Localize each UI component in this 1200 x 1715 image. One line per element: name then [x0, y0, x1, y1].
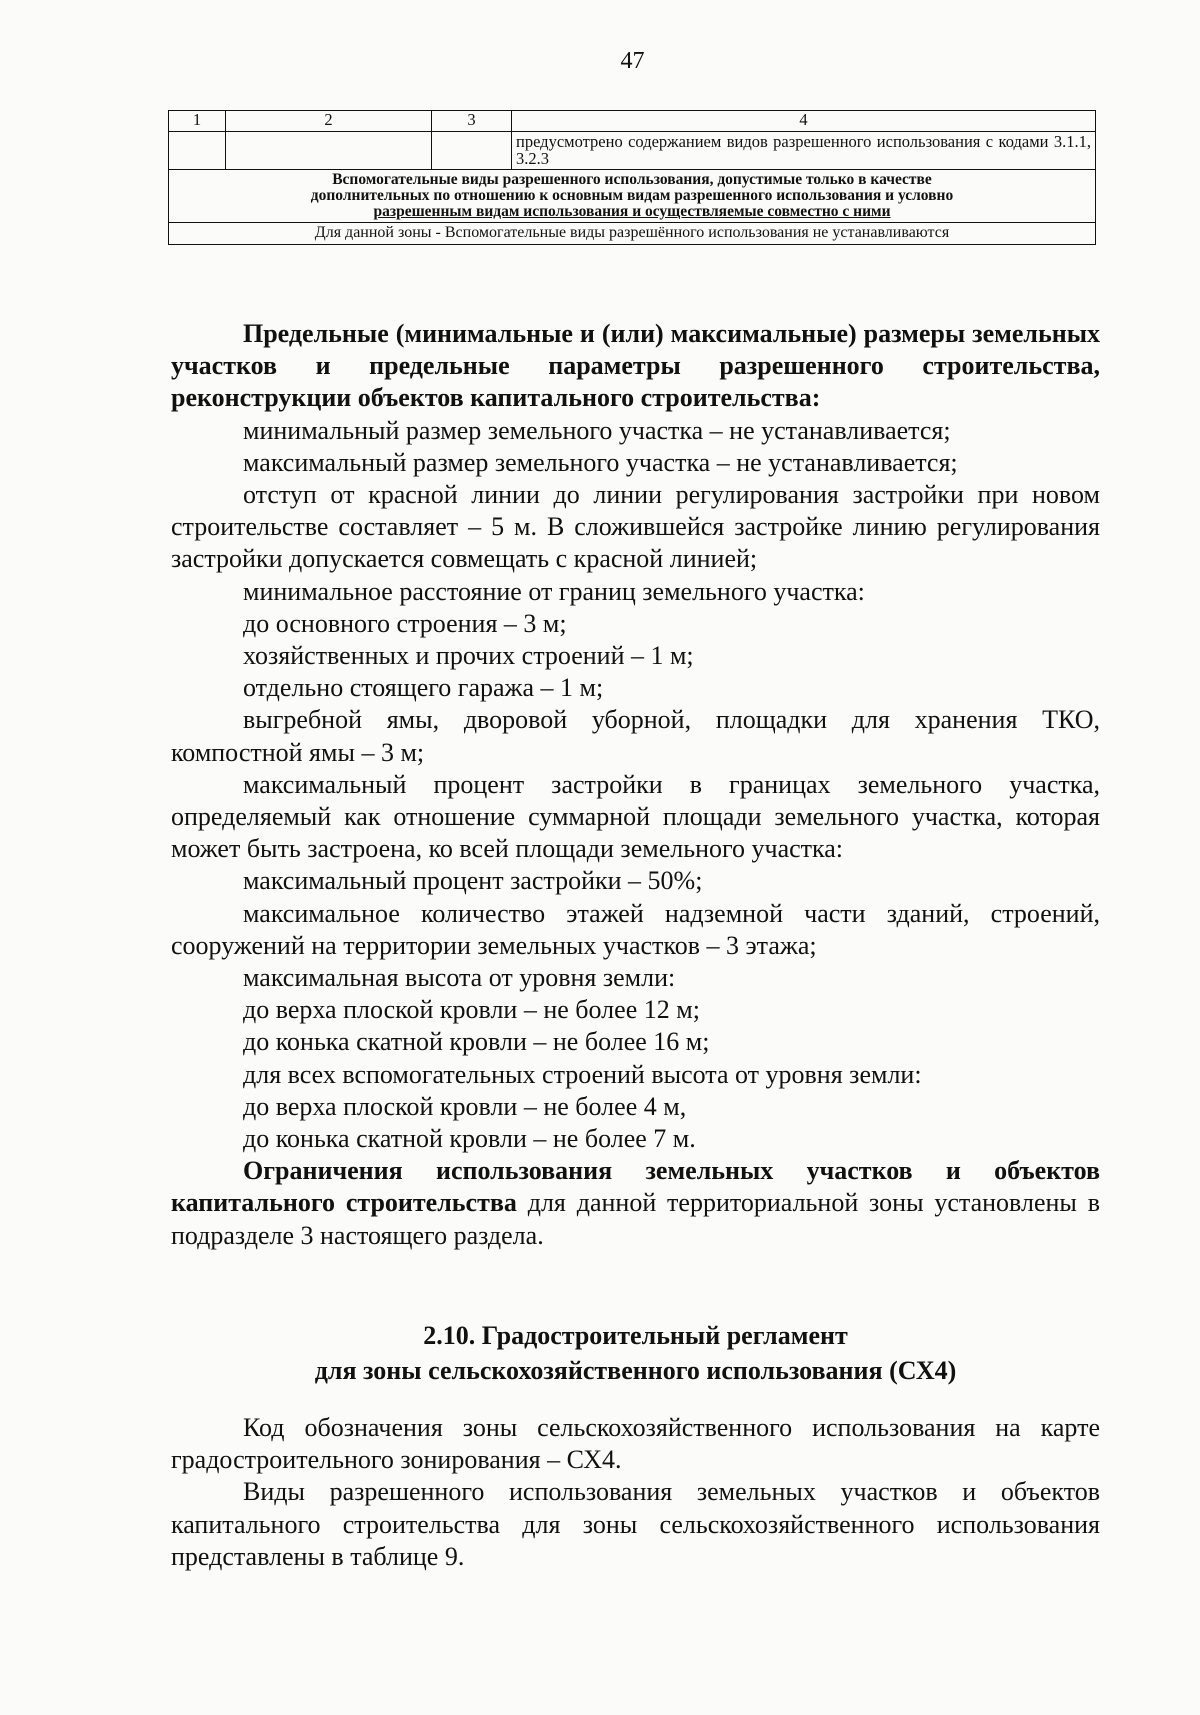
table-row [169, 132, 1096, 170]
table-cell [432, 132, 512, 170]
limits-section [171, 318, 1100, 1252]
table-header-row [169, 111, 1096, 132]
limit-item: для всех вспомогательных строений высота от уровня земли: [243, 1059, 922, 1089]
limit-item: до конька скатной кровли – не более 16 м; [243, 1027, 710, 1057]
aux-heading-line: разрешенным видам использования и осуществляемые совместно с ними [373, 203, 891, 221]
page-number: 47 [620, 48, 645, 74]
section-title-line: для зоны сельскохозяйственного использования (СХ4) [314, 1356, 957, 1385]
table-section-row [169, 169, 1096, 223]
table-col-number: 2 [226, 111, 432, 132]
aux-heading-line: Вспомогательные виды разрешенного использования, допустимые только в качестве [332, 170, 932, 188]
table-col-number: 1 [169, 111, 226, 132]
table-col-number: 3 [432, 111, 512, 132]
limit-item: отступ от красной линии до линии регулирования застройки при новом строительстве составляет – 5 м. В сложившейся застройке линию регулирования застройки допускается совмещать с красной линией; [171, 480, 1100, 574]
restrictions-bold: Ограничения использования земельных участков и объектов капитального строительства [171, 1156, 1100, 1218]
limit-item: отдельно стоящего гаража – 1 м; [243, 673, 604, 703]
limits-heading: Предельные (минимальные и (или) максимальные) размеры земельных участков и предельные параметры разрешенного строительства, реконструкции объектов капитального строительства: [171, 319, 1100, 413]
section-title [171, 1318, 1100, 1388]
table-cell [169, 132, 226, 170]
limit-item: максимальное количество этажей надземной части зданий, строений, сооружений на территории земельных участков – 3 этажа; [171, 898, 1100, 960]
aux-uses-heading [169, 169, 1096, 223]
regulation-table [168, 110, 1096, 245]
limit-item: максимальная высота от уровня земли: [243, 963, 676, 993]
table-row [169, 223, 1096, 245]
uses-reference-paragraph: Виды разрешенного использования земельных участков и объектов капитального строительства для зоны сельскохозяйственного использования представлены в таблице 9. [171, 1477, 1100, 1571]
restrictions-text: для данной территориальной зоны установлены в подразделе 3 настоящего раздела. [171, 1188, 1100, 1250]
section-body [171, 1412, 1100, 1573]
limit-item: минимальное расстояние от границ земельного участка: [243, 576, 865, 606]
limit-item: до основного строения – 3 м; [243, 608, 567, 638]
section-title-line: 2.10. Градостроительный регламент [423, 1321, 848, 1350]
zone-code-paragraph: Код обозначения зоны сельскохозяйственного использования на карте градостроительного зонирования – СХ4. [171, 1413, 1100, 1475]
limit-item: минимальный размер земельного участка – не устанавливается; [243, 415, 951, 445]
limit-item: до конька скатной кровли – не более 7 м. [243, 1124, 696, 1154]
limit-item: максимальный процент застройки в границах земельного участка, определяемый как отношение суммарной площади земельного участка, которая может быть застроена, ко всей площади земельного участка: [171, 769, 1100, 864]
limit-item: до верха плоской кровли – не более 4 м, [243, 1091, 687, 1121]
limit-item: выгребной ямы, дворовой уборной, площадки для хранения ТКО, компостной ямы – 3 м; [171, 705, 1100, 767]
table-cell: предусмотрено содержанием видов разрешенного использования с кодами 3.1.1, 3.2.3 [512, 132, 1096, 170]
aux-heading-line: дополнительных по отношению к основным видам разрешенного использования и условно [310, 186, 954, 204]
limit-item: максимальный процент застройки – 50%; [243, 866, 703, 896]
limit-item: максимальный размер земельного участка – не устанавливается; [243, 447, 958, 477]
aux-uses-note: Для данной зоны - Вспомогательные виды разрешённого использования не устанавливаются [169, 223, 1096, 245]
table-cell [226, 132, 432, 170]
table-col-number: 4 [512, 111, 1096, 132]
limit-item: хозяйственных и прочих строений – 1 м; [243, 641, 694, 671]
restrictions-paragraph [171, 1155, 1100, 1252]
limit-item: до верха плоской кровли – не более 12 м; [243, 995, 700, 1025]
